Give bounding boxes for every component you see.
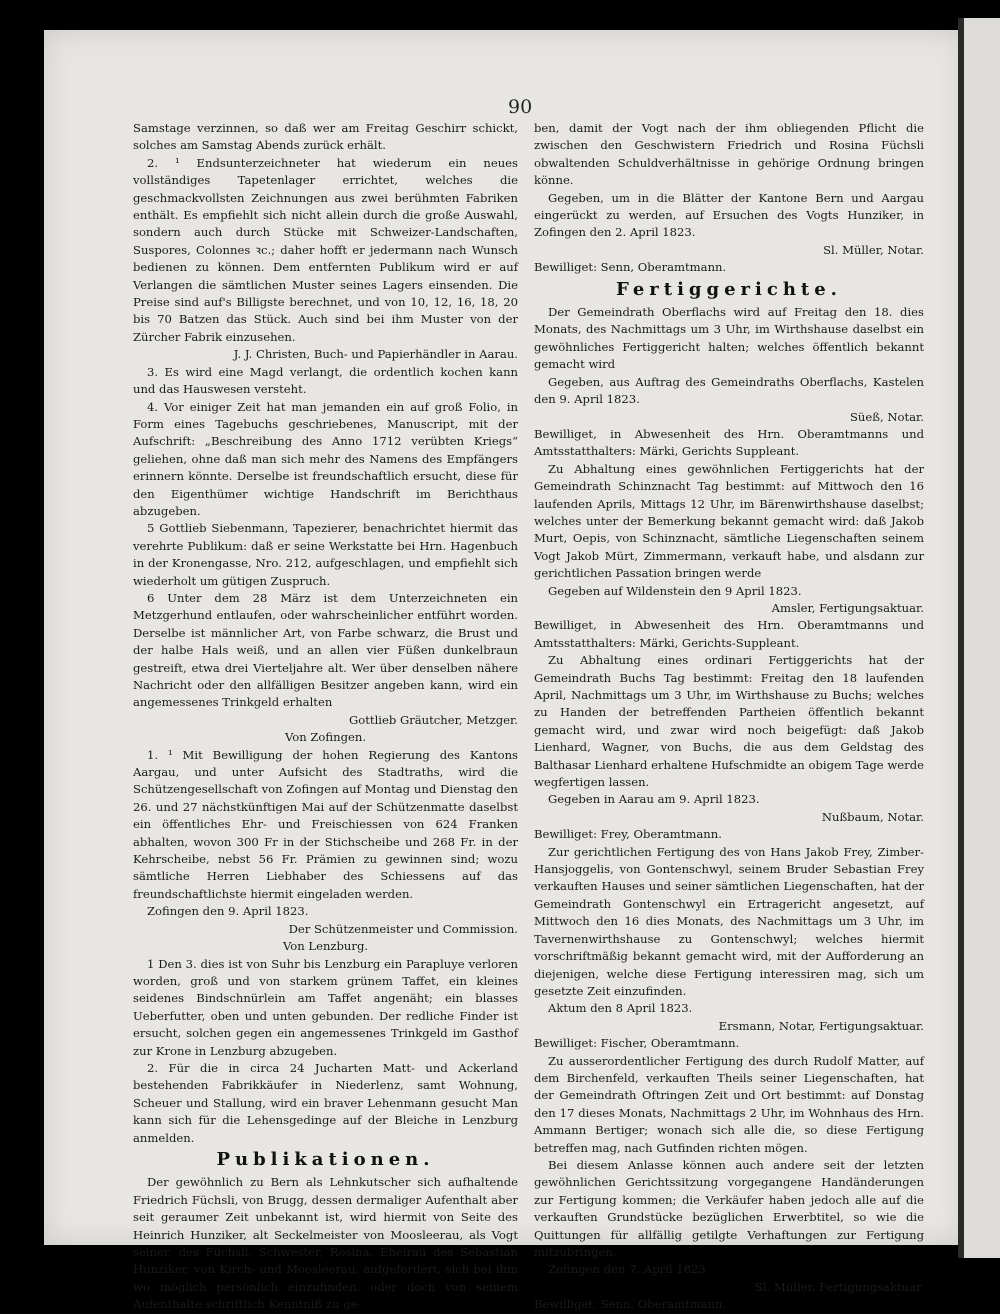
fertiggerichte-heading: Fertiggerichte. (616, 278, 842, 300)
section-heading: Von Zofingen. (284, 730, 367, 745)
approval-line: Bewilliget: Senn, Oberamtmann. (534, 260, 727, 275)
paragraph: Zu ausserordentlicher Fertigung des durch Rudolf Matter, auf dem Birchenfeld, verkauften Theils seiner Liegenschaften, hat der Gemeindrath Oftringen Zeit und Ort bestimmt: auf Donstag den 17 dieses Monats, Nachmittags 2 Uhr, im Wohnhaus des Hrn. Ammann Bertiger; wonach sich alle die, so diese Fertigung betreffen mag, nach Gutfinden richten mögen. (534, 1053, 924, 1155)
approval-line: Bewilliget: Senn, Oberamtmann. (534, 1297, 727, 1312)
signature: Der Schützenmeister und Commission. (288, 921, 518, 936)
given-line: Gegeben auf Wildenstein den 9 April 1823. (548, 583, 802, 598)
signature: Sl. Müller, Fertigungsaktuar. (754, 1279, 924, 1294)
approval-line: Bewilliget, in Abwesenheit des Hrn. Oberamtmanns und Amtsstatthalters: Märki, Gerichts-Suppleant. (534, 618, 924, 650)
paragraph: Bei diesem Anlasse können auch andere seit der letzten gewöhnlichen Gerichtssitzung vorgegangene Handänderungen zur Fertigung kommen; die Verkäufer haben jedoch alle auf die verkauften Grundstücke bezüglichen Erwerbtitel, so wie die Quittungen für allfällig getilgte Verhaftungen zur Fertigung mitzubringen. (534, 1157, 924, 1259)
paragraph: 2. Für die in circa 24 Jucharten Matt- und Ackerland bestehenden Fabrikkäufer in Niederlenz, samt Wohnung, Scheuer und Stallung, wird ein braver Lehenmann gesucht Man kann sich für die Lehensgedinge auf der Bleiche in Lenzburg anmelden. (133, 1060, 518, 1145)
signature: Amsler, Fertigungsaktuar. (771, 600, 924, 615)
paragraph: 2. ¹ Endsunterzeichneter hat wiederum ein neues vollständiges Tapetenlager errichtet, welches die geschmackvollsten Zeichnungen aus zwei berühmten Fabriken enthält. Es empfiehlt sich nicht allein durch die große Auswahl, sondern auch durch Stücke mit Schweizer-Landschaften, Suspores, Colonnes ꝛc.; daher hofft er jedermann nach Wunsch bedienen zu können. Dem entfernten Publikum wird er auf Verlangen die sämtlichen Muster seines Lagers einsenden. Die Preise sind auf's Billigste berechnet, und von 10, 12, 16, 18, 20 bis 70 Batzen das Stück. Auch sind bei ihm Muster von der Zürcher Fabrik einzusehen. (133, 155, 518, 344)
paragraph: Der Gemeindrath Oberflachs wird auf Freitag den 18. dies Monats, des Nachmittags um 3 Uhr, im Wirthshause daselbst ein gewöhnliches Fertiggericht halten; welches öffentlich bekannt gemacht wird (534, 305, 924, 372)
page-number: 90 (508, 96, 533, 118)
paragraph: Gegeben, um in die Blätter der Kantone Bern und Aargau eingerückt zu werden, auf Ersuchen des Vogts Hunziker, in Zofingen den 2. April 1823. (534, 190, 924, 240)
given-line: Gegeben, aus Auftrag des Gemeindraths Oberflachs, Kastelen den 9. April 1823. (534, 374, 924, 407)
paragraph: Zu Abhaltung eines ordinari Fertiggerichts hat der Gemeindrath Buchs Tag bestimmt: Freitag den 18 laufenden April, Nachmittags um 3 Uhr, im Wirthshause zu Buchs; welches zu Handen der betreffenden Partheien öffentlich bekannt gemacht wird, und zwar wird noch beigefügt: daß Jakob Lienhard, Wagner, von Buchs, die aus dem Geldstag des Balthasar Lienhard erhaltene Hufschmidte an obigem Tage werde wegfertigen lassen. (534, 653, 924, 790)
paragraph: Samstage verzinnen, so daß wer am Freitag Geschirr schickt, solches am Samstag Abends zurück erhält. (133, 121, 518, 153)
approval-line: Bewilliget, in Abwesenheit des Hrn. Oberamtmanns und Amtsstatthalters: Märki, Gerichts Suppleant. (534, 426, 924, 459)
left-column (133, 120, 518, 1314)
signature: Nußbaum, Notar. (821, 809, 924, 824)
signature: Sl. Müller, Notar. (823, 242, 924, 257)
signature: Gottlieb Gräutcher, Metzger. (349, 712, 518, 727)
signature: J. J. Christen, Buch- und Papierhändler in Aarau. (233, 347, 518, 362)
approval-line: Bewilliget: Frey, Oberamtmann. (534, 827, 722, 842)
given-line: Aktum den 8 April 1823. (548, 1001, 693, 1016)
paragraph: Zur gerichtlichen Fertigung des von Hans Jakob Frey, Zimber-Hansjoggelis, von Gontenschwyl, seinem Bruder Sebastian Frey verkauften Hauses und seiner sämtlichen Liegenschaften, hat der Gemeindrath Gontenschwyl ein Ertragericht angesetzt, auf Mittwoch den 16 dies Monats, des Nachmittags um 3 Uhr, im Tavernenwirthshause zu Gontenschwyl; welches hiermit vorschriftmäßig bekannt gemacht wird, mit der Aufforderung an diejenigen, welche diese Fertigung interessiren mag, sich um gesetzte Zeit einzufinden. (534, 844, 924, 998)
facing-page-edge (964, 18, 1000, 1258)
section-heading: Von Lenzburg. (282, 939, 369, 954)
paragraph: ben, damit der Vogt nach der ihm obliegenden Pflicht die zwischen den Geschwistern Friedrich und Rosina Füchsli obwaltenden Schuldverhältnisse in gehörige Ordnung bringen könne. (534, 121, 924, 188)
signature: Süeß, Notar. (849, 409, 924, 424)
given-line: Gegeben in Aarau am 9. April 1823. (548, 792, 760, 807)
right-column (534, 120, 924, 1314)
paragraph: 1 Den 3. dies ist von Suhr bis Lenzburg ein Parapluye verloren worden, groß und von starkem grünem Taffet, ein kleines seidenes Bindschnürlein am Taffet angenäht; ein blasses Ueberfutter, oben und unten gebunden. Der redliche Finder ist ersucht, solchen gegen ein angemessenes Trinkgeld im Gasthof zur Krone in Lenzburg abzugeben. (133, 956, 518, 1058)
paragraph: 6 Unter dem 28 März ist dem Unterzeichneten ein Metzgerhund entlaufen, oder wahrscheinlicher entführt worden. Derselbe ist männlicher Art, von Farbe schwarz, die Brust und der halbe Hals weiß, und an allen vier Füßen dunkelbraun gestreift, etwa drei Vierteljahre alt. Wer über denselben nähere Nachricht oder den allfälligen Besitzer angeben kann, wird ein angemessenes Trinkgeld erhalten (133, 590, 518, 710)
paragraph: 1. ¹ Mit Bewilligung der hohen Regierung des Kantons Aargau, und unter Aufsicht des Stadtraths, wird die Schützengesellschaft von Zofingen auf Montag und Dienstag den 26. und 27 nächstkünftigen Mai auf der Schützenmatte daselbst ein öffentliches Ehr- und Freischiessen von 624 Franken abhalten, wovon 300 Fr in der Stichscheibe und 268 Fr. in der Kehrscheibe, nebst 56 Fr. Prämien zu gewinnen sind; wozu sämtliche Herren Liebhaber des Schiessens auf das freundschaftlichste hiermit eingeladen werden. (133, 747, 518, 901)
paragraph: 5 Gottlieb Siebenmann, Tapezierer, benachrichtet hiermit das verehrte Publikum: daß er seine Werkstatte bei Hrn. Hagenbuch in der Kronengasse, Nro. 212, aufgeschlagen, und empfiehlt sich wiederholt um gütigen Zuspruch. (133, 521, 518, 588)
date-line: Zofingen den 9. April 1823. (147, 904, 309, 919)
given-line: Zofingen den 7. April 1823 (548, 1262, 706, 1277)
paragraph: Der gewöhnlich zu Bern als Lehnkutscher sich aufhaltende Friedrich Füchsli, von Brugg, dessen dermaliger Aufenthalt aber seit geraumer Zeit unbekannt ist, wird hiermit von Seite des Heinrich Hunziker, alt Seckelmeister von Moosleerau, als Vogt seiner, des Füchsli, Schwester, Rosina, Eheirau des Sebastian Hunziker, von Kirch- und Moosleerau, aufgefordert, sich bei ihm wo möglich persönlich einzufinden, oder doch von seinem Aufenthalte schriftlich Kenntniß zu ge- (133, 1175, 518, 1312)
signature: Ersmann, Notar, Fertigungsaktuar. (718, 1018, 924, 1033)
paragraph: 3. Es wird eine Magd verlangt, die ordentlich kochen kann und das Hauswesen versteht. (133, 364, 518, 397)
paragraph: 4. Vor einiger Zeit hat man jemanden ein auf groß Folio, in Form eines Tagebuchs geschriebenes, Manuscript, mit der Aufschrift: „Beschreibung des Anno 1712 verübten Kriegs“ geliehen, ohne daß man sich mehr des Namens des Empfängers erinnern könnte. Derselbe ist freundschaftlich ersucht, diese für den Eigenthümer wichtige Handschrift im Berichthaus abzugeben. (133, 399, 518, 518)
approval-line: Bewilliget: Fischer, Oberamtmann. (534, 1036, 740, 1051)
publications-heading: Publikationen. (216, 1148, 435, 1170)
paragraph: Zu Abhaltung eines gewöhnlichen Fertiggerichts hat der Gemeindrath Schinznacht Tag bestimmt: auf Mittwoch den 16 laufenden Aprils, Mittags 12 Uhr, im Bärenwirthshause daselbst; welches unter der Bemerkung bekannt gemacht wird: daß Jakob Murt, Oepis, von Schinznacht, sämtliche Liegenschaften seinem Vogt Jakob Mürt, Zimmermann, verkauft habe, und alsdann zur gerichtlichen Passation bringen werde (534, 461, 924, 581)
